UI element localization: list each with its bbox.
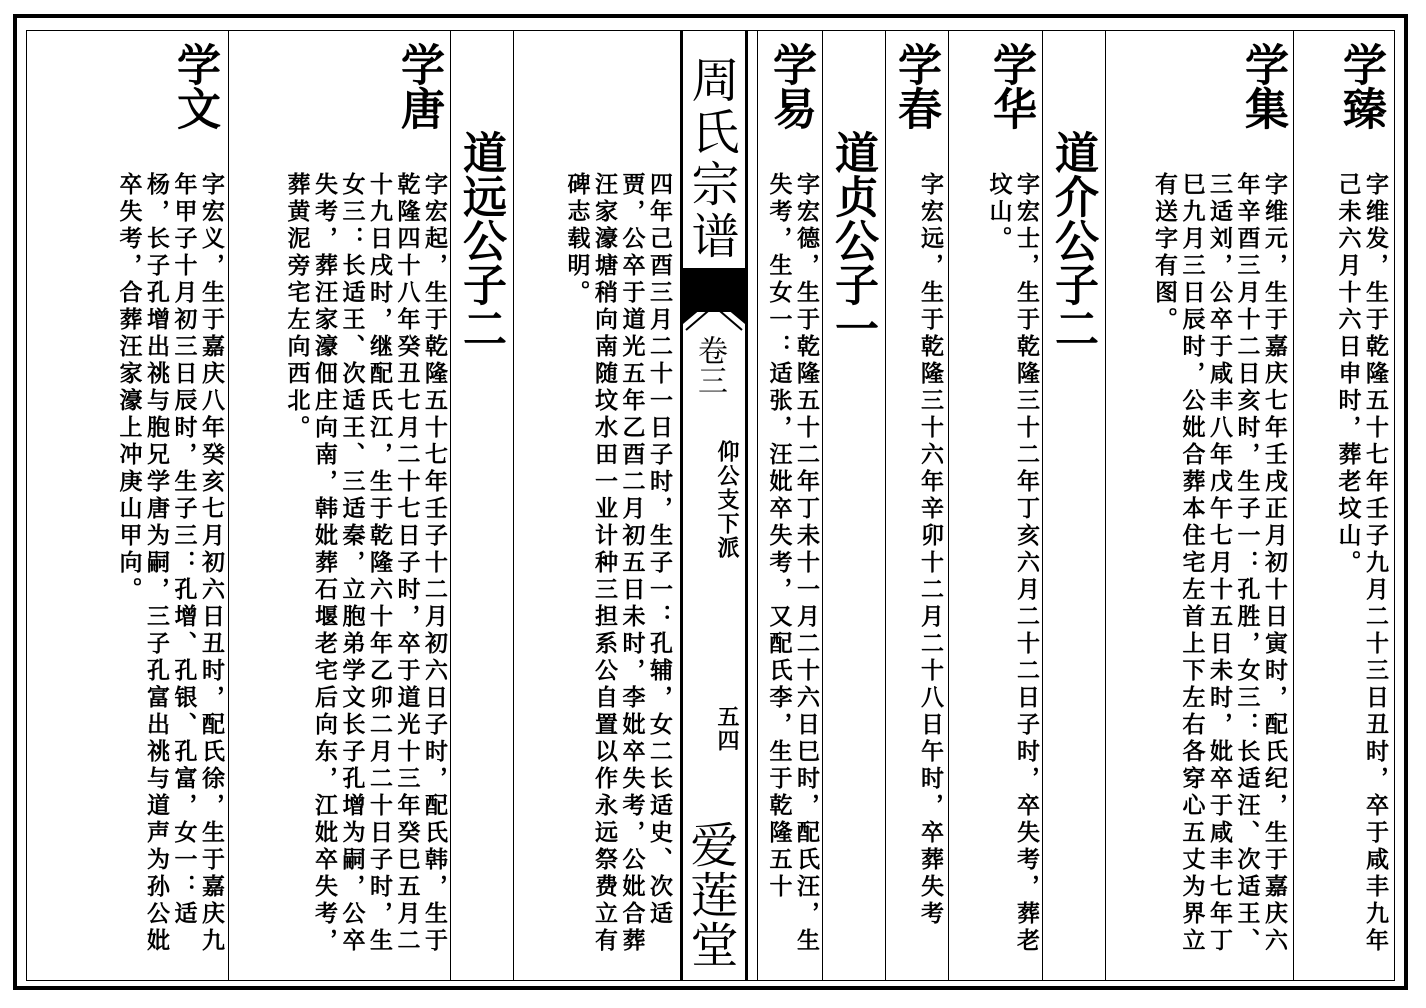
entry-name: 学唐 (393, 42, 444, 130)
column-divider (1042, 31, 1043, 980)
entry-text: 字宏远，生于乾隆三十六年辛卯十二月二十八日午时，卒葬失考 (917, 172, 944, 928)
page-number: 五四 (714, 705, 740, 753)
entry-text: 字宏起，生于乾隆五十七年壬子十二月初六日子时，配氏韩，生于乾隆四十八年癸丑七月二十七日子时，卒于道光十三年癸巳五月二十九日戌时，继配氏江，生于乾隆六十年乙卯二月二十日子时，生女三：长适王、次适王、三适秦，立胞弟学文长子孔增为嗣，公卒失考，葬汪家濠佃庄向南，韩妣葬石堰老宅后向东，江妣卒失考，葬黄泥旁宅左向西北。 (283, 172, 448, 955)
branch-label: 仰公支下派 (714, 440, 740, 560)
entry-text: 字维元，生于嘉庆七年壬戌正月初十日寅时，配氏纪，生于嘉庆六年辛酉三月十二日亥时，生子一：孔胜，女三：长适汪、次适王、三适刘，公卒于咸丰八年戊午七月十五日未时，妣卒于咸丰七年丁巳九月三日辰时，公妣合葬本住宅左首上下左右各穿心五丈为界立有送字有图。 (1151, 172, 1288, 955)
column-divider (1105, 31, 1106, 980)
column-divider (757, 31, 758, 980)
entry-text: 字宏德，生于乾隆五十二年丁未十一月二十六日巳时，配氏汪，生失考，生女一：适张，汪妣卒失考，又配氏李，生于乾隆五十 (765, 172, 820, 955)
generation-heading: 道贞公子一 (827, 130, 878, 350)
continuation-text: 四年己酉三月二十一日子时，生子一：孔辅，女二长适史、次适贾，公卒于道光五年乙酉二月初五日未时，李妣卒失考，公妣合葬汪家濠塘稍向南随坟水田一业计种三担系公自置以作永远祭费立有碑志载明。 (563, 172, 673, 955)
book-title: 周氏宗谱 (683, 55, 739, 263)
entry-name: 学臻 (1335, 42, 1386, 130)
entry-text: 字宏义，生于嘉庆八年癸亥七月初六日丑时，配氏徐，生于嘉庆九年甲子十月初三日辰时，生子三：孔增、孔银、孔富，女一：适杨，长子孔增出祧与胞兄学唐为嗣，三子孔富出祧与道声为孙公妣卒失考，合葬汪家濠上冲庚山甲向。 (115, 172, 225, 955)
generation-heading: 道远公子二 (455, 130, 506, 350)
hall-name: 爱莲堂 (682, 820, 738, 970)
column-divider (450, 31, 451, 980)
entry-name: 学春 (890, 42, 941, 130)
column-divider (822, 31, 823, 980)
column-divider (885, 31, 886, 980)
entry-name: 学华 (985, 42, 1036, 130)
entry-name: 学集 (1237, 42, 1288, 130)
generation-heading: 道介公子二 (1047, 130, 1098, 350)
entry-name: 学易 (765, 42, 816, 130)
volume-label: 卷三 (692, 335, 727, 395)
column-divider (513, 31, 514, 980)
entry-text: 字维发，生于乾隆五十七年壬子九月二十三日丑时，卒于咸丰九年己未六月十六日申时，葬老坟山。 (1334, 172, 1389, 955)
entry-text: 字宏士，生于乾隆三十二年丁亥六月二十二日子时，卒失考，葬老坟山。 (985, 172, 1040, 955)
column-divider (1293, 31, 1294, 980)
column-divider (948, 31, 949, 980)
column-divider (228, 31, 229, 980)
entry-name: 学文 (169, 42, 220, 130)
